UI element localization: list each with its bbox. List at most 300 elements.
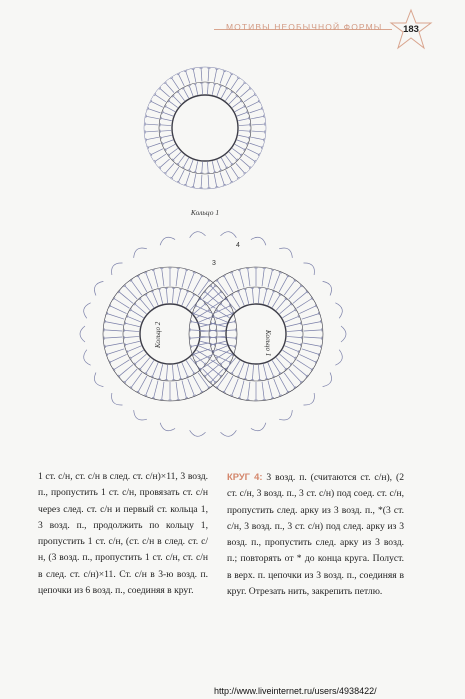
instructions-left-column: 1 ст. с/н, ст. с/н в след. ст. с/н)×11, 3 возд. п., пропустить 1 ст. с/н, провязать ст. с/н через след. ст. с/н и первый ст. кольца 1, 3 возд. п., продолжить по кольцу 1, пропустить 1 ст. с/н, (ст. с/н в след. ст. с/н, (3 возд. п., пропустить 1 ст. с/н, ст. с/н в след. ст. с/н)×11. Ст. с/н в 3-ю возд. п. цепочки из 6 возд. п., соединяя в круг. (38, 471, 208, 597)
eight-ring2-stitch (128, 346, 142, 352)
eight-ring1-stitch (252, 365, 253, 380)
ring1-stitch (178, 92, 185, 101)
ring1-stitch (229, 152, 237, 160)
ring1-stitch (163, 140, 173, 144)
shell-edging (220, 231, 236, 238)
eight-ring2-stitch-outer (182, 270, 186, 287)
ring1-stitch (239, 125, 250, 126)
ring1-stitch-top (249, 136, 250, 139)
ring1-stitch (207, 162, 208, 173)
ring1-stitch (189, 160, 193, 170)
shell-edging (92, 279, 104, 295)
ring1-stitch-outer-top (146, 138, 147, 141)
eight-ring2-stitch-outer (207, 365, 221, 376)
eight-ring1-stitch (282, 350, 295, 358)
page-number: 183 (403, 24, 419, 35)
ring1-stitch-outer (146, 116, 159, 119)
eight-ring1-stitch-outer (240, 380, 244, 397)
ring1-stitch (212, 84, 214, 95)
ring1-stitch-outer-top (192, 187, 195, 188)
eight-ring2-stitch-outer (104, 330, 122, 331)
eight-ring2-stitch (152, 363, 158, 377)
eight-ring2-stitch-outer (110, 306, 126, 314)
eight-ring1-stitch-outer (293, 292, 307, 303)
eight-ring1-stitch-outer-top (321, 320, 322, 323)
eight-ring2-stitch-outer (107, 349, 124, 355)
eight-ring1-stitch (258, 288, 259, 303)
eight-ring2-stitch-outer (193, 376, 202, 392)
eight-ring2-stitch (152, 292, 158, 306)
shell-edging (251, 235, 268, 245)
eight-ring2-stitch-outer (193, 276, 202, 292)
eight-ring1-stitch-outer (268, 380, 272, 397)
ring1-stitch-outer (240, 159, 250, 168)
eight-ring1-stitch-outer (200, 299, 215, 309)
ring1-stitch-outer (231, 167, 238, 178)
ring1-stitch-outer (186, 71, 190, 83)
ring1-outer-edge (144, 67, 266, 189)
eight-ring2-base-chain (140, 304, 200, 364)
eight-ring1-stitch-outer-top (191, 345, 192, 348)
eight-ring1-stitch-outer (191, 322, 209, 325)
eight-ring2-stitch-outer (119, 365, 133, 376)
shell-edging (82, 350, 91, 367)
eight-ring1-stitch-outer (279, 376, 288, 392)
eight-ring2-stitch-outer-top (235, 345, 236, 348)
eight-ring1-stitch (287, 336, 302, 337)
ring1-stitch-outer (146, 137, 159, 140)
eight-ring1-stitch-outer (284, 373, 295, 388)
eight-ring2-stitch (128, 316, 142, 322)
eight-ring1-stitch-outer (240, 270, 244, 287)
eight-ring2-stitch-outer (110, 354, 126, 362)
ring1-stitch-top (161, 117, 162, 120)
running-title: МОТИВЫ НЕОБЫЧНОЙ ФОРМЫ (226, 22, 383, 32)
eight-ring1-stitch (245, 364, 249, 379)
eight-ring1-stitch-outer (262, 382, 264, 400)
eight-ring2-stitch-outer (114, 299, 129, 309)
eight-ring1-stitch-outer-top (191, 320, 192, 323)
ring1-label: Кольцо 1 (264, 330, 272, 357)
eight-ring1-stitch-outer (232, 379, 239, 396)
ring1-stitch (238, 118, 249, 120)
ring1-stitch (183, 89, 188, 99)
eight-ring2-stitch-outer (104, 337, 122, 338)
ring1-stitch (169, 148, 178, 155)
eight-ring1-stitch-outer (191, 343, 209, 346)
ring1-stitch (225, 92, 232, 101)
ring1-stitch-outer (201, 68, 202, 81)
ring1-stitch (225, 155, 232, 164)
ring1-stitch-outer (165, 83, 174, 93)
eight-ring2-stitch (177, 289, 181, 304)
ring1-stitch (232, 148, 241, 155)
eight-ring2-stitch-outer-top (105, 345, 106, 348)
eight-ring1-base-chain (226, 304, 286, 364)
ring1-stitch-outer (220, 173, 224, 185)
eight-ring1-stitch-outer-top (271, 270, 274, 271)
eight-ring2-stitch-outer (131, 281, 142, 296)
eight-ring1-stitch (232, 360, 240, 373)
eight-ring2-stitch-outer (217, 343, 235, 346)
ring1-stitch (173, 96, 181, 104)
eight-ring2-stitch-top (158, 289, 161, 290)
ring1-stitch-outer (155, 154, 166, 161)
eight-ring2-stitch-outer (217, 322, 235, 325)
eight-ring2-stitch-outer (138, 376, 147, 392)
ring1-stitch-outer (236, 163, 245, 173)
eight-ring1-stitch-outer (268, 270, 272, 287)
ring1-stitch-outer (178, 74, 184, 86)
eight-ring1-stitch-outer (304, 330, 322, 331)
shell-edging (158, 235, 175, 245)
shell-edging (108, 393, 122, 408)
eight-ring2-stitch-top (125, 343, 126, 346)
eight-ring1-stitch (282, 310, 295, 318)
ring1-stitch-outer (231, 78, 238, 89)
ring1-stitch (232, 101, 241, 108)
eight-ring1-stitch (285, 346, 299, 352)
ring1-stitch-outer (148, 143, 160, 147)
shell-edging (323, 279, 335, 295)
eight-ring2-stitch-outer-top (152, 270, 155, 271)
eight-ring1-stitch-outer (289, 369, 301, 382)
eight-ring1-stitch (268, 292, 274, 306)
ring1-stitch-outer (145, 124, 158, 125)
eight-ring2-stitch (131, 310, 144, 318)
eight-ring2-stitch-outer (125, 369, 137, 382)
eight-ring1-stitch (280, 354, 291, 364)
eight-ring2-stitch (135, 304, 146, 314)
ring1-stitch-outer-top (192, 69, 195, 70)
shell-edging (304, 393, 318, 408)
ring1-stitch-outer (226, 74, 232, 86)
eight-ring1-stitch-outer (200, 360, 215, 370)
eight-ring1-stitch (263, 289, 267, 304)
shell-edging (335, 350, 344, 367)
eight-ring2-stitch-outer (162, 269, 164, 287)
ring1-stitch-outer (186, 173, 190, 185)
ring1-stitch (235, 144, 245, 149)
eight-ring2-stitch-top (125, 322, 126, 325)
eight-ring2-stitch (166, 288, 167, 303)
ring1-stitch (161, 118, 172, 120)
ring1-stitch-outer (250, 109, 262, 113)
ring1-stitch-outer (151, 149, 163, 155)
ring1-stitch (237, 112, 247, 116)
eight-ring2-stitch-outer (146, 273, 153, 290)
eight-ring2-stitch (166, 365, 167, 380)
ring1-stitch (183, 158, 188, 168)
eight-ring2-stitch (159, 364, 163, 379)
ring1-stitch-outer (193, 69, 196, 82)
eight-ring1-stitch (238, 292, 244, 306)
ring1-stitch-outer (214, 174, 217, 187)
ring1-stitch-outer (251, 137, 264, 140)
ring1-stitch-top (161, 136, 162, 139)
ring1-stitch-outer (247, 101, 259, 107)
eight-ring1-stitch (272, 295, 280, 308)
eight-ring1-stitch (286, 341, 301, 345)
eight-ring1-stitch-outer (262, 269, 264, 287)
shell-edging (158, 423, 175, 433)
ring1-stitch-outer (226, 170, 232, 182)
ring1-stitch-outer-top (215, 187, 218, 188)
ring1-stitch-outer (250, 143, 262, 147)
eight-ring2-stitch (186, 360, 194, 373)
ring1-stitch-outer-top (215, 69, 218, 70)
eight-ring1-stitch-outer-top (271, 398, 274, 399)
eight-ring1-stitch-top (300, 343, 301, 346)
eight-ring1-stitch-outer (299, 306, 315, 314)
eight-ring2-stitch (135, 354, 146, 364)
eight-ring1-stitch (287, 330, 302, 331)
ring1-stitch (166, 106, 176, 111)
ring1-stitch-top (213, 172, 216, 173)
source-url: http://www.liveinternet.ru/users/4938422/ (214, 686, 377, 696)
ring1-stitch-outer (201, 175, 202, 188)
eight-ring2-stitch-top (158, 378, 161, 379)
shell-edging (80, 326, 85, 342)
ring1-stitch-outer (160, 159, 170, 168)
eight-ring1-stitch-outer (299, 354, 315, 362)
eight-ring1-stitch-outer-top (321, 345, 322, 348)
eight-ring2-stitch-outer (188, 273, 195, 290)
eight-ring2-stitch (140, 358, 150, 369)
ring1-stitch (221, 89, 226, 99)
eight-ring2-stitch-outer (105, 343, 123, 346)
ring1-stitch (237, 140, 247, 144)
eight-ring1-stitch-outer (279, 276, 288, 292)
shell-edging (189, 231, 205, 238)
shell-edging (189, 430, 205, 437)
round-4-label: КРУГ 4: (227, 471, 263, 482)
eight-ring2-stitch-outer-top (235, 320, 236, 323)
ring1-stitch (239, 130, 250, 131)
ring1-stitch-outer (155, 95, 166, 102)
eight-ring1-stitch (258, 365, 259, 380)
marker-4: 4 (236, 242, 240, 249)
eight-ring2-stitch-outer-top (185, 398, 188, 399)
eight-ring2-stitch (159, 289, 163, 304)
ring1-stitch (189, 86, 193, 96)
eight-ring2-stitch-outer-top (105, 320, 106, 323)
ring1-stitch-top (213, 84, 216, 85)
round-4-text: 3 возд. п. (считаются ст. с/н), (2 ст. с/н, 3 возд. п., 3 ст. с/н) под соед. ст. с/н, пропустить след. арку из 3 возд. п., *(3 ст. с/н, 3 возд. п., 3 ст. с/н) под след. арку из 3 возд. п., пропустить след. арку из 3 возд. п.; повторять от * до конца круга. Полуст. в верх. п. цепочки из 3 возд. п., соединяя в круг. Отрезать нить, закрепить петлю. (227, 472, 404, 598)
ring1-stitch (217, 160, 221, 170)
marker-3: 3 (212, 260, 216, 267)
shell-edging (131, 245, 147, 258)
eight-ring2-stitch (172, 365, 173, 380)
ring1-stitch (169, 101, 178, 108)
ring1-stitch (178, 155, 185, 164)
eight-ring1-stitch-outer-top (238, 398, 241, 399)
ring1-round-2-chain (159, 82, 251, 174)
ring1-stitch-top (194, 84, 197, 85)
ring1-stitch-outer (165, 163, 174, 173)
eight-ring1-stitch-outer (248, 382, 250, 400)
ring1-stitch (202, 162, 203, 173)
shell-edging (251, 423, 268, 433)
eight-ring1-stitch-top (244, 378, 247, 379)
ring1-stitch-outer (251, 116, 264, 119)
ring1-stitch-outer (236, 83, 245, 93)
ring1-stitch (195, 84, 197, 95)
shell-edging (131, 410, 147, 423)
eight-ring1-stitch-outer (274, 379, 281, 396)
eight-ring1-stitch-outer (224, 276, 233, 292)
eight-ring1-stitch-top (265, 378, 268, 379)
eight-ring2-stitch (172, 288, 173, 303)
eight-ring1-stitch-outer (248, 269, 250, 287)
eight-ring2-stitch-outer-top (185, 270, 188, 271)
shell-edging (220, 430, 236, 437)
eight-ring1-stitch (276, 299, 286, 310)
eight-ring2-stitch (182, 292, 188, 306)
shell-edging (341, 326, 346, 342)
eight-ring1-stitch-outer (302, 314, 319, 320)
eight-ring1-stitch-outer (205, 365, 219, 376)
eight-ring1-stitch (286, 323, 301, 327)
eight-ring2-stitch (182, 363, 188, 377)
ring1-stitch-outer (151, 101, 163, 107)
eight-ring1-stitch-outer (303, 343, 321, 346)
ring1-caption: Кольцо 1 (190, 208, 220, 217)
ring1-stitch-top (249, 117, 250, 120)
ring1-stitch (173, 152, 181, 160)
eight-ring2-stitch (146, 360, 154, 373)
shell-edging (92, 372, 104, 388)
ring1-stitch-top (194, 172, 197, 173)
ring1-stitch-outer (220, 71, 224, 83)
eight-ring2-stitch-outer (162, 382, 164, 400)
ring1-stitch-outer-top (146, 115, 147, 118)
eight-ring1-stitch-outer (289, 286, 301, 299)
eight-ring1-stitch-outer (297, 299, 312, 309)
eight-ring1-stitch (285, 316, 299, 322)
ring1-stitch-outer (244, 95, 255, 102)
figure-eight-chart (70, 224, 360, 446)
eight-ring1-stitch (238, 363, 244, 377)
shell-edging (304, 260, 318, 275)
eight-ring1-stitch (245, 289, 249, 304)
ring1-base-chain (172, 95, 238, 161)
eight-ring2-stitch (125, 341, 140, 345)
eight-ring2-stitch (177, 364, 181, 379)
eight-ring1-stitch-top (300, 322, 301, 325)
eight-ring2-stitch (124, 330, 139, 331)
eight-ring2-stitch-outer-top (152, 398, 155, 399)
eight-ring1-stitch (263, 364, 267, 379)
eight-ring2-stitch-outer (176, 382, 178, 400)
eight-ring2-stitch-outer (138, 276, 147, 292)
eight-ring2-stitch-outer (114, 360, 129, 370)
ring1-stitch-outer (193, 174, 196, 187)
ring1-stitch-outer (244, 154, 255, 161)
shell-edging (82, 302, 91, 319)
eight-ring1-stitch-top (244, 289, 247, 290)
eight-ring1-stitch-outer (293, 365, 307, 376)
eight-ring2-stitch (131, 350, 144, 358)
ring1-stitch (221, 158, 226, 168)
ring1-stitch (212, 161, 214, 172)
ring1-stitch (229, 96, 237, 104)
ring1-stitch-outer-top (264, 115, 265, 118)
eight-ring1-stitch-outer (303, 322, 321, 325)
eight-ring2-stitch (146, 295, 154, 308)
eight-ring2-stitch (190, 358, 200, 369)
shell-edging (335, 302, 344, 319)
eight-ring1-stitch (280, 304, 291, 314)
eight-ring2-stitch-top (179, 289, 182, 290)
ring1-stitch-outer (240, 88, 250, 97)
ring1-stitch-outer (172, 78, 179, 89)
eight-ring2-stitch-outer (154, 270, 158, 287)
shell-edging (108, 260, 122, 275)
eight-ring2-stitch (125, 323, 140, 327)
eight-ring2-stitch (140, 299, 150, 310)
ring1-stitch-outer (252, 131, 265, 132)
ring1-stitch (202, 83, 203, 94)
eight-ring2-stitch-top (179, 378, 182, 379)
ring1-stitch (160, 125, 171, 126)
eight-ring1-stitch (268, 363, 274, 377)
shell-edging (323, 372, 335, 388)
ring2-label: Кольцо 2 (154, 321, 162, 348)
ring1-stitch-outer (247, 149, 259, 155)
ring1-stitch-outer (252, 124, 265, 125)
eight-ring2-stitch (186, 295, 194, 308)
ring1-stitch-outer (148, 109, 160, 113)
ring1-stitch (160, 130, 171, 131)
shell-edging (279, 410, 295, 423)
eight-ring2-stitch-outer (105, 322, 123, 325)
eight-ring1-stitch-outer (304, 337, 322, 338)
ring1-stitch-outer (172, 167, 179, 178)
eight-ring2-stitch-outer (188, 379, 195, 396)
eight-ring1-stitch-outer (224, 376, 233, 392)
ring1-stitch (207, 83, 208, 94)
eight-ring2-stitch-outer (176, 269, 178, 287)
eight-ring1-stitch-outer (297, 360, 312, 370)
eight-ring1-stitch (226, 299, 236, 310)
eight-ring2-stitch (190, 299, 200, 310)
eight-ring1-stitch-outer-top (238, 270, 241, 271)
ring1-stitch-outer (214, 69, 217, 82)
eight-ring1-stitch (252, 288, 253, 303)
eight-ring2-stitch-outer (182, 380, 186, 397)
ring1-chart (140, 58, 270, 203)
instructions-right-column (227, 469, 404, 600)
eight-ring1-stitch (272, 360, 280, 373)
eight-ring1-stitch-outer (274, 273, 281, 290)
eight-ring2-stitch-outer (107, 314, 124, 320)
eight-ring2-chain (123, 287, 217, 381)
ring1-stitch-outer-top (264, 138, 265, 141)
eight-ring1-chain (209, 287, 303, 381)
ring1-stitch-outer (160, 88, 170, 97)
eight-ring2-stitch-outer (119, 292, 133, 303)
ring1-stitch (238, 135, 249, 137)
shell-edging (279, 245, 295, 258)
ring1-stitch-outer (208, 175, 209, 188)
ring1-stitch (161, 135, 172, 137)
eight-ring1-stitch (276, 358, 286, 369)
eight-ring1-stitch-outer (232, 273, 239, 290)
eight-ring1-stitch-outer (205, 292, 219, 303)
ring1-stitch-outer (145, 131, 158, 132)
eight-ring1-stitch-outer (302, 349, 319, 355)
